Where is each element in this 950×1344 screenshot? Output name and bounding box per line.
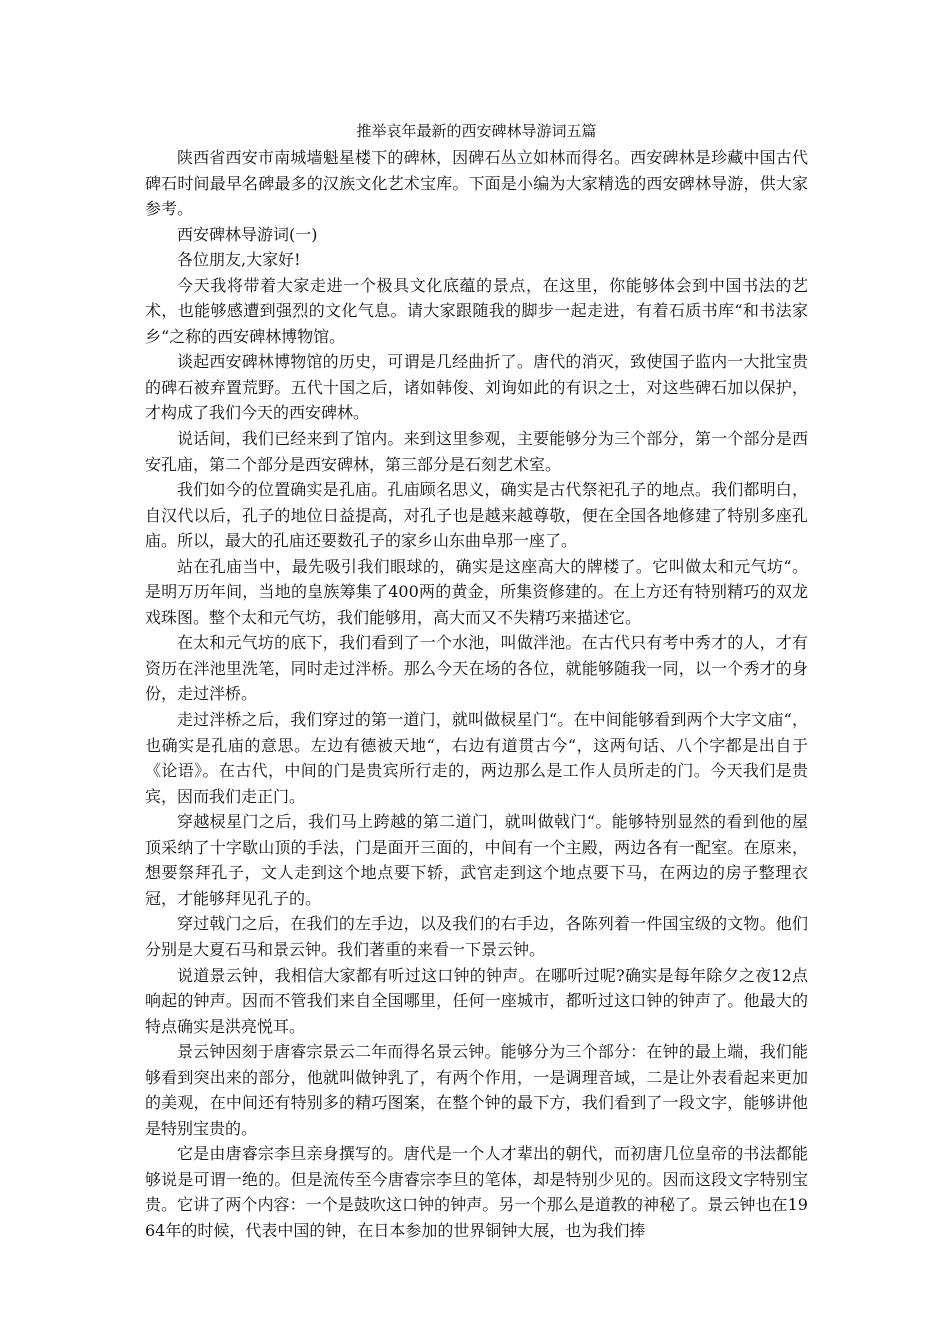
paragraph: 说话间，我们已经来到了馆内。来到这里参观，主要能够分为三个部分，第一个部分是西安孔庙，第二个部分是西安碑林，第三部分是石刻艺术室。 xyxy=(145,429,808,474)
paragraph: 景云钟因刻于唐睿宗景云二年而得名景云钟。能够分为三个部分：在钟的最上端，我们能够看到突出来的部分，他就叫做钟乳了，有两个作用，一是调理音域，二是让外表看起来更加的美观，在中间还有特别多的精巧图案，在整个钟的最下方，我们看到了一段文字，能够讲他是特别宝贵的。 xyxy=(145,1042,808,1138)
paragraph: 它是由唐睿宗李旦亲身撰写的。唐代是一个人才辈出的朝代，而初唐几位皇帝的书法都能够说是可谓一绝的。但是流传至今唐睿宗李旦的笔体，却是特别少见的。因而这段文字特别宝贵。它讲了两个内容：一个是鼓吹这口钟的钟声。另一个那么是道教的神秘了。景云钟也在1964年的时候，代表中国的钟，在日本参加的世界铜钟大展，也为我们捧 xyxy=(145,1144,808,1240)
paragraph: 穿越棂星门之后，我们马上跨越的第二道门，就叫做戟门“。能够特别显然的看到他的屋顶采纳了十字歇山顶的手法，门是面开三面的，中间有一个主殿，两边各有一配室。在原来，想要祭拜孔子，文人走到这个地点要下轿，武官走到这个地点要下马，在两边的房子整理衣冠，才能够拜见孔子的。 xyxy=(145,812,808,908)
paragraph: 说道景云钟，我相信大家都有听过这口钟的钟声。在哪听过呢?确实是每年除夕之夜12点响起的钟声。因而不管我们来自全国哪里，任何一座城市，都听过这口钟的钟声了。他最大的特点确实是洪亮悦耳。 xyxy=(145,965,808,1036)
paragraph: 我们如今的位置确实是孔庙。孔庙顾名思义，确实是古代祭祀孔子的地点。我们都明白，自汉代以后，孔子的地位日益提高，对孔子也是越来越尊敬，便在全国各地修建了特别多座孔庙。所以，最大的孔庙还要数孔子的家乡山东曲阜那一座了。 xyxy=(145,480,808,551)
document-page xyxy=(145,118,808,1244)
paragraph-intro: 陕西省西安市南城墙魁星楼下的碑林，因碑石丛立如林而得名。西安碑林是珍藏中国古代碑石时间最早名碑最多的汉族文化艺术宝库。下面是小编为大家精选的西安碑林导游，供大家参考。 xyxy=(145,148,808,219)
paragraph: 站在孔庙当中，最先吸引我们眼球的，确实是这座高大的牌楼了。它叫做太和元气坊“。是明万历年间，当地的皇族筹集了400两的黄金，所集资修建的。在上方还有特别精巧的双龙戏珠图。整个太和元气坊，我们能够用，高大而又不失精巧来描述它。 xyxy=(145,556,808,627)
paragraph: 今天我将带着大家走进一个极具文化底蕴的景点，在这里，你能够体会到中国书法的艺术，也能够感遭到强烈的文化气息。请大家跟随我的脚步一起走进，有着石质书库“和书法家乡“之称的西安碑林博物馆。 xyxy=(145,275,808,346)
section-heading: 西安碑林导游词(一) xyxy=(177,224,318,244)
paragraph: 在太和元气坊的底下，我们看到了一个水池，叫做泮池。在古代只有考中秀才的人，才有资历在泮池里洗笔，同时走过泮桥。那么今天在场的各位，就能够随我一同，以一个秀才的身份，走过泮桥。 xyxy=(145,633,808,704)
greeting: 各位朋友,大家好! xyxy=(177,250,301,270)
paragraph: 走过泮桥之后，我们穿过的第一道门，就叫做棂星门“。在中间能够看到两个大字文庙“，也确实是孔庙的意思。左边有德被天地“，右边有道贯古今“，这两句话、八个字都是出自于《论语》。在古代，中间的门是贵宾所行走的，两边那么是工作人员所走的门。今天我们是贵宾，因而我们走正门。 xyxy=(145,710,808,806)
paragraph: 穿过戟门之后，在我们的左手边，以及我们的右手边，各陈列着一件国宝级的文物。他们分别是大夏石马和景云钟。我们著重的来看一下景云钟。 xyxy=(145,914,808,959)
paragraph: 谈起西安碑林博物馆的历史，可谓是几经曲折了。唐代的消灭，致使国子监内一大批宝贵的碑石被弃置荒野。五代十国之后，诸如韩俊、刘询如此的有识之士，对这些碑石加以保护，才构成了我们今天的西安碑林。 xyxy=(145,352,808,423)
document-title: 推举哀年最新的西安碑林导游词五篇 xyxy=(356,122,597,140)
